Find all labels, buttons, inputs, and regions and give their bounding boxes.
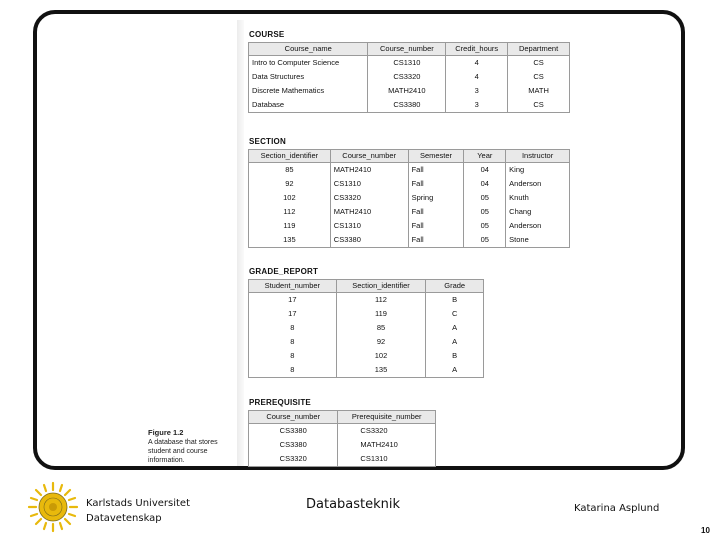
table-cell: 17 — [249, 293, 337, 308]
table-cell: Knuth — [506, 191, 570, 205]
grade-report-table — [248, 279, 484, 378]
table-cell: Fall — [408, 233, 464, 248]
table-cell: CS1310 — [330, 177, 408, 191]
table-cell: 4 — [446, 70, 508, 84]
table-cell: 92 — [336, 335, 426, 349]
table-cell: King — [506, 163, 570, 178]
table-cell: CS3320 — [368, 70, 446, 84]
table-cell: CS3320 — [338, 424, 436, 439]
table-row — [249, 205, 570, 219]
column-header: Credit_hours — [446, 43, 508, 56]
table-cell: Fall — [408, 205, 464, 219]
table-cell: 05 — [464, 233, 506, 248]
table-cell: 112 — [249, 205, 331, 219]
table-cell: 119 — [336, 307, 426, 321]
table-row — [249, 56, 570, 71]
table-cell: CS3380 — [249, 424, 338, 439]
table-cell: Database — [249, 98, 368, 113]
table-cell: 112 — [336, 293, 426, 308]
table-cell: MATH2410 — [330, 205, 408, 219]
table-row — [249, 293, 484, 308]
column-header: Course_number — [330, 150, 408, 163]
section-table — [248, 149, 570, 248]
table-cell: Anderson — [506, 219, 570, 233]
figure-shadow — [237, 20, 244, 466]
table-cell: Intro to Computer Science — [249, 56, 368, 71]
table-cell: 05 — [464, 191, 506, 205]
course-name: Databasteknik — [306, 497, 401, 512]
column-header: Department — [508, 43, 570, 56]
figure-caption — [148, 428, 218, 465]
table-header-row — [249, 280, 484, 293]
table-cell: A — [426, 363, 484, 378]
column-header: Instructor — [506, 150, 570, 163]
table-cell: CS1310 — [338, 452, 436, 467]
table-header-row — [249, 411, 436, 424]
table-row — [249, 438, 436, 452]
table-row — [249, 70, 570, 84]
table-cell: Chang — [506, 205, 570, 219]
table-header-row — [249, 150, 570, 163]
table-cell: MATH2410 — [330, 163, 408, 178]
section-table-title: SECTION — [249, 137, 286, 146]
table-cell: CS1310 — [330, 219, 408, 233]
column-header: Grade — [426, 280, 484, 293]
table-cell: 3 — [446, 98, 508, 113]
table-cell: 135 — [249, 233, 331, 248]
table-header-row — [249, 43, 570, 56]
table-cell: Discrete Mathematics — [249, 84, 368, 98]
author-name: Katarina Asplund — [574, 503, 660, 514]
table-cell: Anderson — [506, 177, 570, 191]
course-table-title: COURSE — [249, 30, 285, 39]
table-cell: 04 — [464, 163, 506, 178]
table-cell: MATH2410 — [368, 84, 446, 98]
table-cell: CS — [508, 98, 570, 113]
table-cell: C — [426, 307, 484, 321]
column-header: Section_identifier — [336, 280, 426, 293]
table-cell: 119 — [249, 219, 331, 233]
column-header: Semester — [408, 150, 464, 163]
table-cell: 8 — [249, 321, 337, 335]
table-row — [249, 424, 436, 439]
table-cell: 3 — [446, 84, 508, 98]
table-cell: MATH2410 — [338, 438, 436, 452]
table-cell: CS — [508, 70, 570, 84]
table-cell: MATH — [508, 84, 570, 98]
table-cell: Fall — [408, 219, 464, 233]
table-cell: CS3380 — [249, 438, 338, 452]
table-cell: Fall — [408, 177, 464, 191]
table-row — [249, 349, 484, 363]
table-cell: 92 — [249, 177, 331, 191]
table-cell: 85 — [336, 321, 426, 335]
table-cell: Stone — [506, 233, 570, 248]
table-row — [249, 321, 484, 335]
department-line: Datavetenskap — [86, 513, 162, 524]
table-cell: 05 — [464, 205, 506, 219]
prerequisite-table-title: PREREQUISITE — [249, 398, 311, 407]
grade-report-table-title: GRADE_REPORT — [249, 267, 319, 276]
university-sun-logo-icon — [26, 480, 80, 534]
course-table — [248, 42, 570, 113]
table-row — [249, 363, 484, 378]
table-cell: Data Structures — [249, 70, 368, 84]
table-row — [249, 233, 570, 248]
page-number: 10 — [701, 526, 710, 535]
table-row — [249, 307, 484, 321]
table-cell: 135 — [336, 363, 426, 378]
table-cell: CS — [508, 56, 570, 71]
table-cell: 85 — [249, 163, 331, 178]
table-cell: 04 — [464, 177, 506, 191]
table-cell: 8 — [249, 349, 337, 363]
table-cell: CS3320 — [330, 191, 408, 205]
table-row — [249, 452, 436, 467]
figure-label: Figure 1.2 — [148, 428, 184, 437]
column-header: Course_name — [249, 43, 368, 56]
table-row — [249, 84, 570, 98]
table-cell: 8 — [249, 363, 337, 378]
prerequisite-table — [248, 410, 436, 467]
caption-line: student and course — [148, 448, 208, 455]
table-cell: 4 — [446, 56, 508, 71]
table-row — [249, 335, 484, 349]
table-cell: Fall — [408, 163, 464, 178]
table-cell: CS3380 — [368, 98, 446, 113]
university-line: Karlstads Universitet — [86, 498, 190, 509]
table-cell: 8 — [249, 335, 337, 349]
column-header: Student_number — [249, 280, 337, 293]
column-header: Prerequisite_number — [338, 411, 436, 424]
table-cell: CS3380 — [330, 233, 408, 248]
table-cell: B — [426, 293, 484, 308]
table-cell: Spring — [408, 191, 464, 205]
table-row — [249, 98, 570, 113]
table-row — [249, 219, 570, 233]
column-header: Course_number — [368, 43, 446, 56]
column-header: Course_number — [249, 411, 338, 424]
table-cell: A — [426, 335, 484, 349]
table-cell: 102 — [249, 191, 331, 205]
caption-line: A database that stores — [148, 439, 218, 446]
table-row — [249, 177, 570, 191]
table-cell: B — [426, 349, 484, 363]
caption-line: information. — [148, 457, 185, 464]
table-cell: CS1310 — [368, 56, 446, 71]
table-row — [249, 191, 570, 205]
university-name — [86, 496, 190, 526]
table-cell: CS3320 — [249, 452, 338, 467]
table-cell: 05 — [464, 219, 506, 233]
column-header: Year — [464, 150, 506, 163]
column-header: Section_identifier — [249, 150, 331, 163]
table-cell: 17 — [249, 307, 337, 321]
table-row — [249, 163, 570, 178]
table-cell: 102 — [336, 349, 426, 363]
table-cell: A — [426, 321, 484, 335]
